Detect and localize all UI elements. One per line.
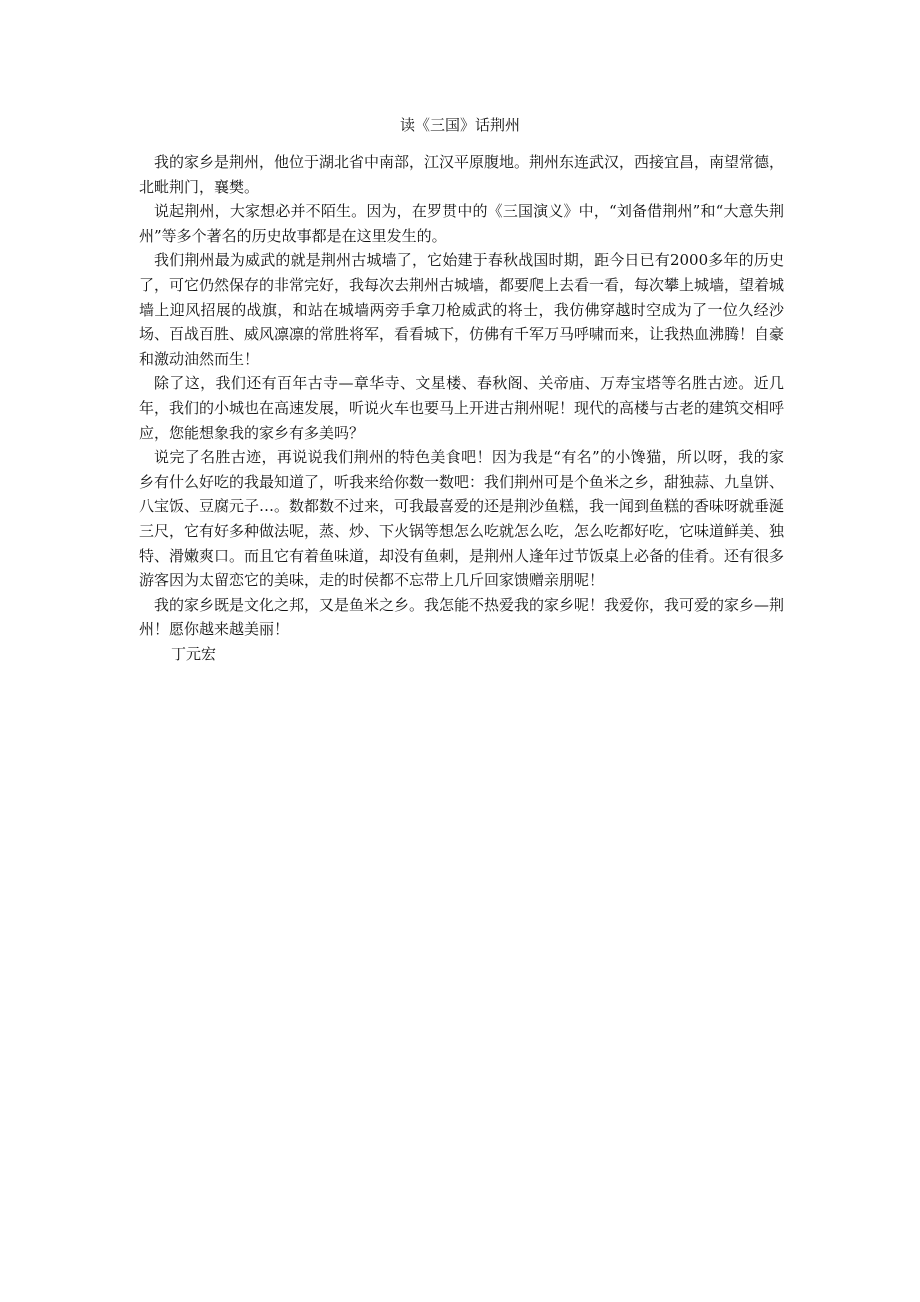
- paragraph-city-wall: 我们荆州最为威武的就是荆州古城墙了，它始建于春秋战国时期，距今日已有2000多年的历史了，可它仍然保存的非常完好，我每次去荆州古城墙，都要爬上去看一看，每次攀上城墙，望着城墙上迎风招展的战旗，和站在城墙两旁手拿刀枪威武的将士，我仿佛穿越时空成为了一位久经沙场、百战百胜、威风凛凛的常胜将军，看看城下，仿佛有千军万马呼啸而来，让我热血沸腾！自豪和激动油然而生！: [139, 251, 785, 368]
- author-signature: 丁元宏: [171, 644, 217, 663]
- paragraph-conclusion: 我的家乡既是文化之邦，又是鱼米之乡。我怎能不热爱我的家乡呢！我爱你，我可爱的家乡—荆州！愿你越来越美丽！: [139, 595, 785, 639]
- paragraph-landmarks: 除了这，我们还有百年古寺—章华寺、文星楼、春秋阁、关帝庙、万寿宝塔等名胜古迹。近几年，我们的小城也在高速发展，听说火车也要马上开进古荆州呢！现代的高楼与古老的建筑交相呼应，您能想象我的家乡有多美吗？: [139, 374, 785, 442]
- document-title: 读《三国》话荆州: [399, 116, 520, 134]
- document-body: [139, 150, 784, 666]
- paragraph-three-kingdoms: 说起荆州，大家想必并不陌生。因为，在罗贯中的《三国演义》中，“刘备借荆州”和“大意失荆州”等多个著名的历史故事都是在这里发生的。: [139, 202, 784, 245]
- paragraph-hometown-location: 我的家乡是荆州，他位于湖北省中南部，江汉平原腹地。荆州东连武汉，西接宜昌，南望常德，北毗荆门，襄樊。: [139, 153, 785, 196]
- paragraph-local-food: 说完了名胜古迹，再说说我们荆州的特色美食吧！因为我是“有名”的小馋猫，所以呀，我的家乡有什么好吃的我最知道了，听我来给你数一数吧：我们荆州可是个鱼米之乡，甜独蒜、九皇饼、八宝饭、豆腐元子…。数都数不过来，可我最喜爱的还是荆沙鱼糕，我一闻到鱼糕的香味呀就垂涎三尺，它有好多种做法呢，蒸、炒、下火锅等想怎么吃就怎么吃，怎么吃都好吃，它味道鲜美、独特、滑嫩爽口。而且它有着鱼味道，却没有鱼刺，是荆州人逢年过节饭桌上必备的佳肴。还有很多游客因为太留恋它的美味，走的时侯都不忘带上几斤回家馈赠亲朋呢！: [139, 448, 785, 590]
